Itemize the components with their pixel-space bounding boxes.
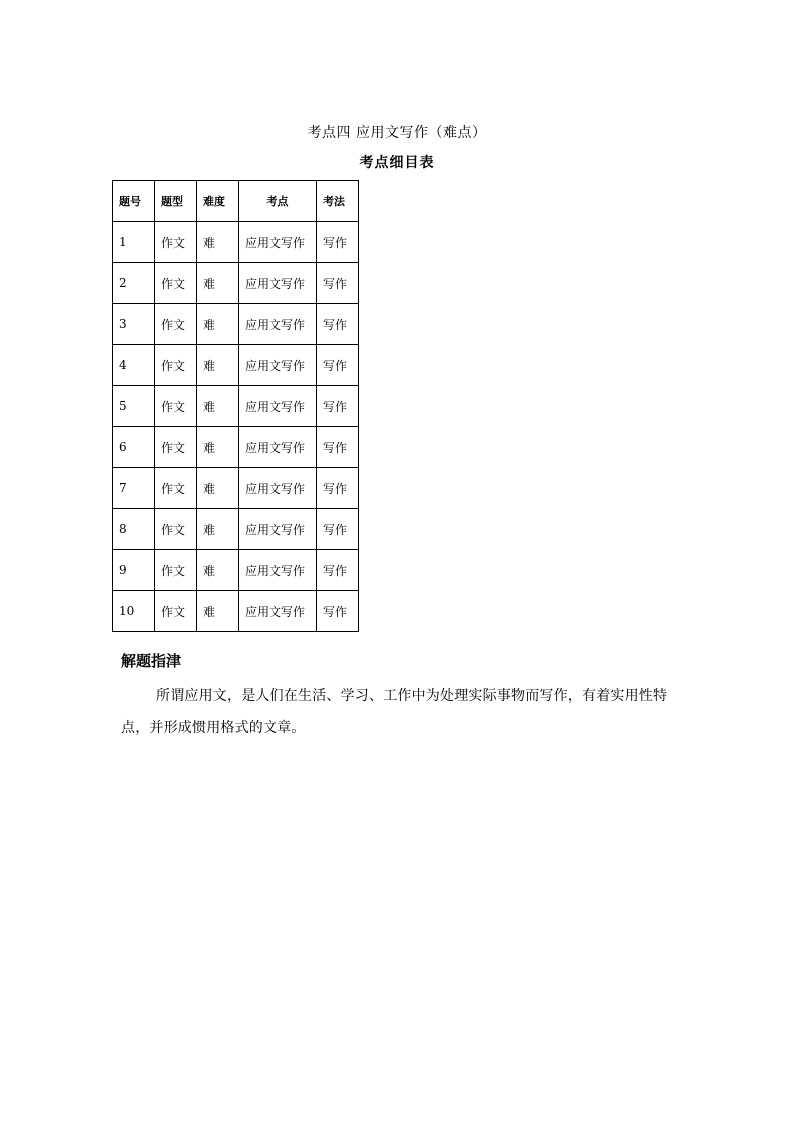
cell-question-number: 3 [113, 304, 155, 345]
cell-exam-point: 应用文写作 [239, 591, 317, 632]
cell-difficulty: 难 [197, 591, 239, 632]
cell-exam-point: 应用文写作 [239, 509, 317, 550]
cell-difficulty: 难 [197, 468, 239, 509]
cell-question-number: 5 [113, 386, 155, 427]
cell-question-number: 4 [113, 345, 155, 386]
header-exam-method: 考法 [317, 181, 359, 222]
cell-exam-point: 应用文写作 [239, 263, 317, 304]
cell-exam-method: 写作 [317, 345, 359, 386]
table-row [113, 386, 359, 427]
cell-question-type: 作文 [155, 263, 197, 304]
cell-question-type: 作文 [155, 427, 197, 468]
cell-difficulty: 难 [197, 345, 239, 386]
cell-exam-point: 应用文写作 [239, 345, 317, 386]
table-row [113, 304, 359, 345]
cell-question-type: 作文 [155, 304, 197, 345]
cell-exam-method: 写作 [317, 304, 359, 345]
cell-difficulty: 难 [197, 427, 239, 468]
table-row [113, 263, 359, 304]
cell-question-type: 作文 [155, 222, 197, 263]
document-title: 考点四 应用文写作（难点） [307, 125, 487, 141]
cell-question-number: 10 [113, 591, 155, 632]
cell-difficulty: 难 [197, 222, 239, 263]
cell-question-number: 1 [113, 222, 155, 263]
cell-question-number: 8 [113, 509, 155, 550]
cell-question-type: 作文 [155, 345, 197, 386]
cell-difficulty: 难 [197, 263, 239, 304]
cell-question-type: 作文 [155, 386, 197, 427]
table-body [113, 222, 359, 632]
header-exam-point: 考点 [239, 181, 317, 222]
cell-difficulty: 难 [197, 304, 239, 345]
cell-question-type: 作文 [155, 468, 197, 509]
cell-exam-point: 应用文写作 [239, 386, 317, 427]
table-row [113, 509, 359, 550]
table-row [113, 427, 359, 468]
table-row [113, 468, 359, 509]
cell-exam-point: 应用文写作 [239, 222, 317, 263]
cell-question-number: 9 [113, 550, 155, 591]
cell-exam-point: 应用文写作 [239, 304, 317, 345]
table-row [113, 591, 359, 632]
guide-paragraph: 所谓应用文，是人们在生活、学习、工作中为处理实际事物而写作，有着实用性特点，并形成惯用格式的文章。 [121, 688, 668, 736]
cell-difficulty: 难 [197, 386, 239, 427]
cell-exam-method: 写作 [317, 550, 359, 591]
cell-exam-method: 写作 [317, 468, 359, 509]
cell-question-number: 7 [113, 468, 155, 509]
cell-question-number: 6 [113, 427, 155, 468]
cell-question-number: 2 [113, 263, 155, 304]
guide-heading: 解题指津 [121, 652, 182, 670]
cell-question-type: 作文 [155, 509, 197, 550]
header-question-number: 题号 [113, 181, 155, 222]
table-row [113, 222, 359, 263]
table-row [113, 345, 359, 386]
cell-exam-method: 写作 [317, 427, 359, 468]
cell-exam-method: 写作 [317, 263, 359, 304]
cell-exam-point: 应用文写作 [239, 427, 317, 468]
header-difficulty: 难度 [197, 181, 239, 222]
cell-difficulty: 难 [197, 550, 239, 591]
cell-exam-method: 写作 [317, 509, 359, 550]
cell-exam-method: 写作 [317, 222, 359, 263]
cell-question-type: 作文 [155, 550, 197, 591]
exam-detail-table [112, 180, 359, 632]
table-row [113, 550, 359, 591]
cell-exam-point: 应用文写作 [239, 468, 317, 509]
cell-question-type: 作文 [155, 591, 197, 632]
cell-exam-method: 写作 [317, 386, 359, 427]
cell-exam-method: 写作 [317, 591, 359, 632]
table-title: 考点细目表 [359, 155, 435, 171]
cell-difficulty: 难 [197, 509, 239, 550]
table-header-row [113, 181, 359, 222]
cell-exam-point: 应用文写作 [239, 550, 317, 591]
header-question-type: 题型 [155, 181, 197, 222]
